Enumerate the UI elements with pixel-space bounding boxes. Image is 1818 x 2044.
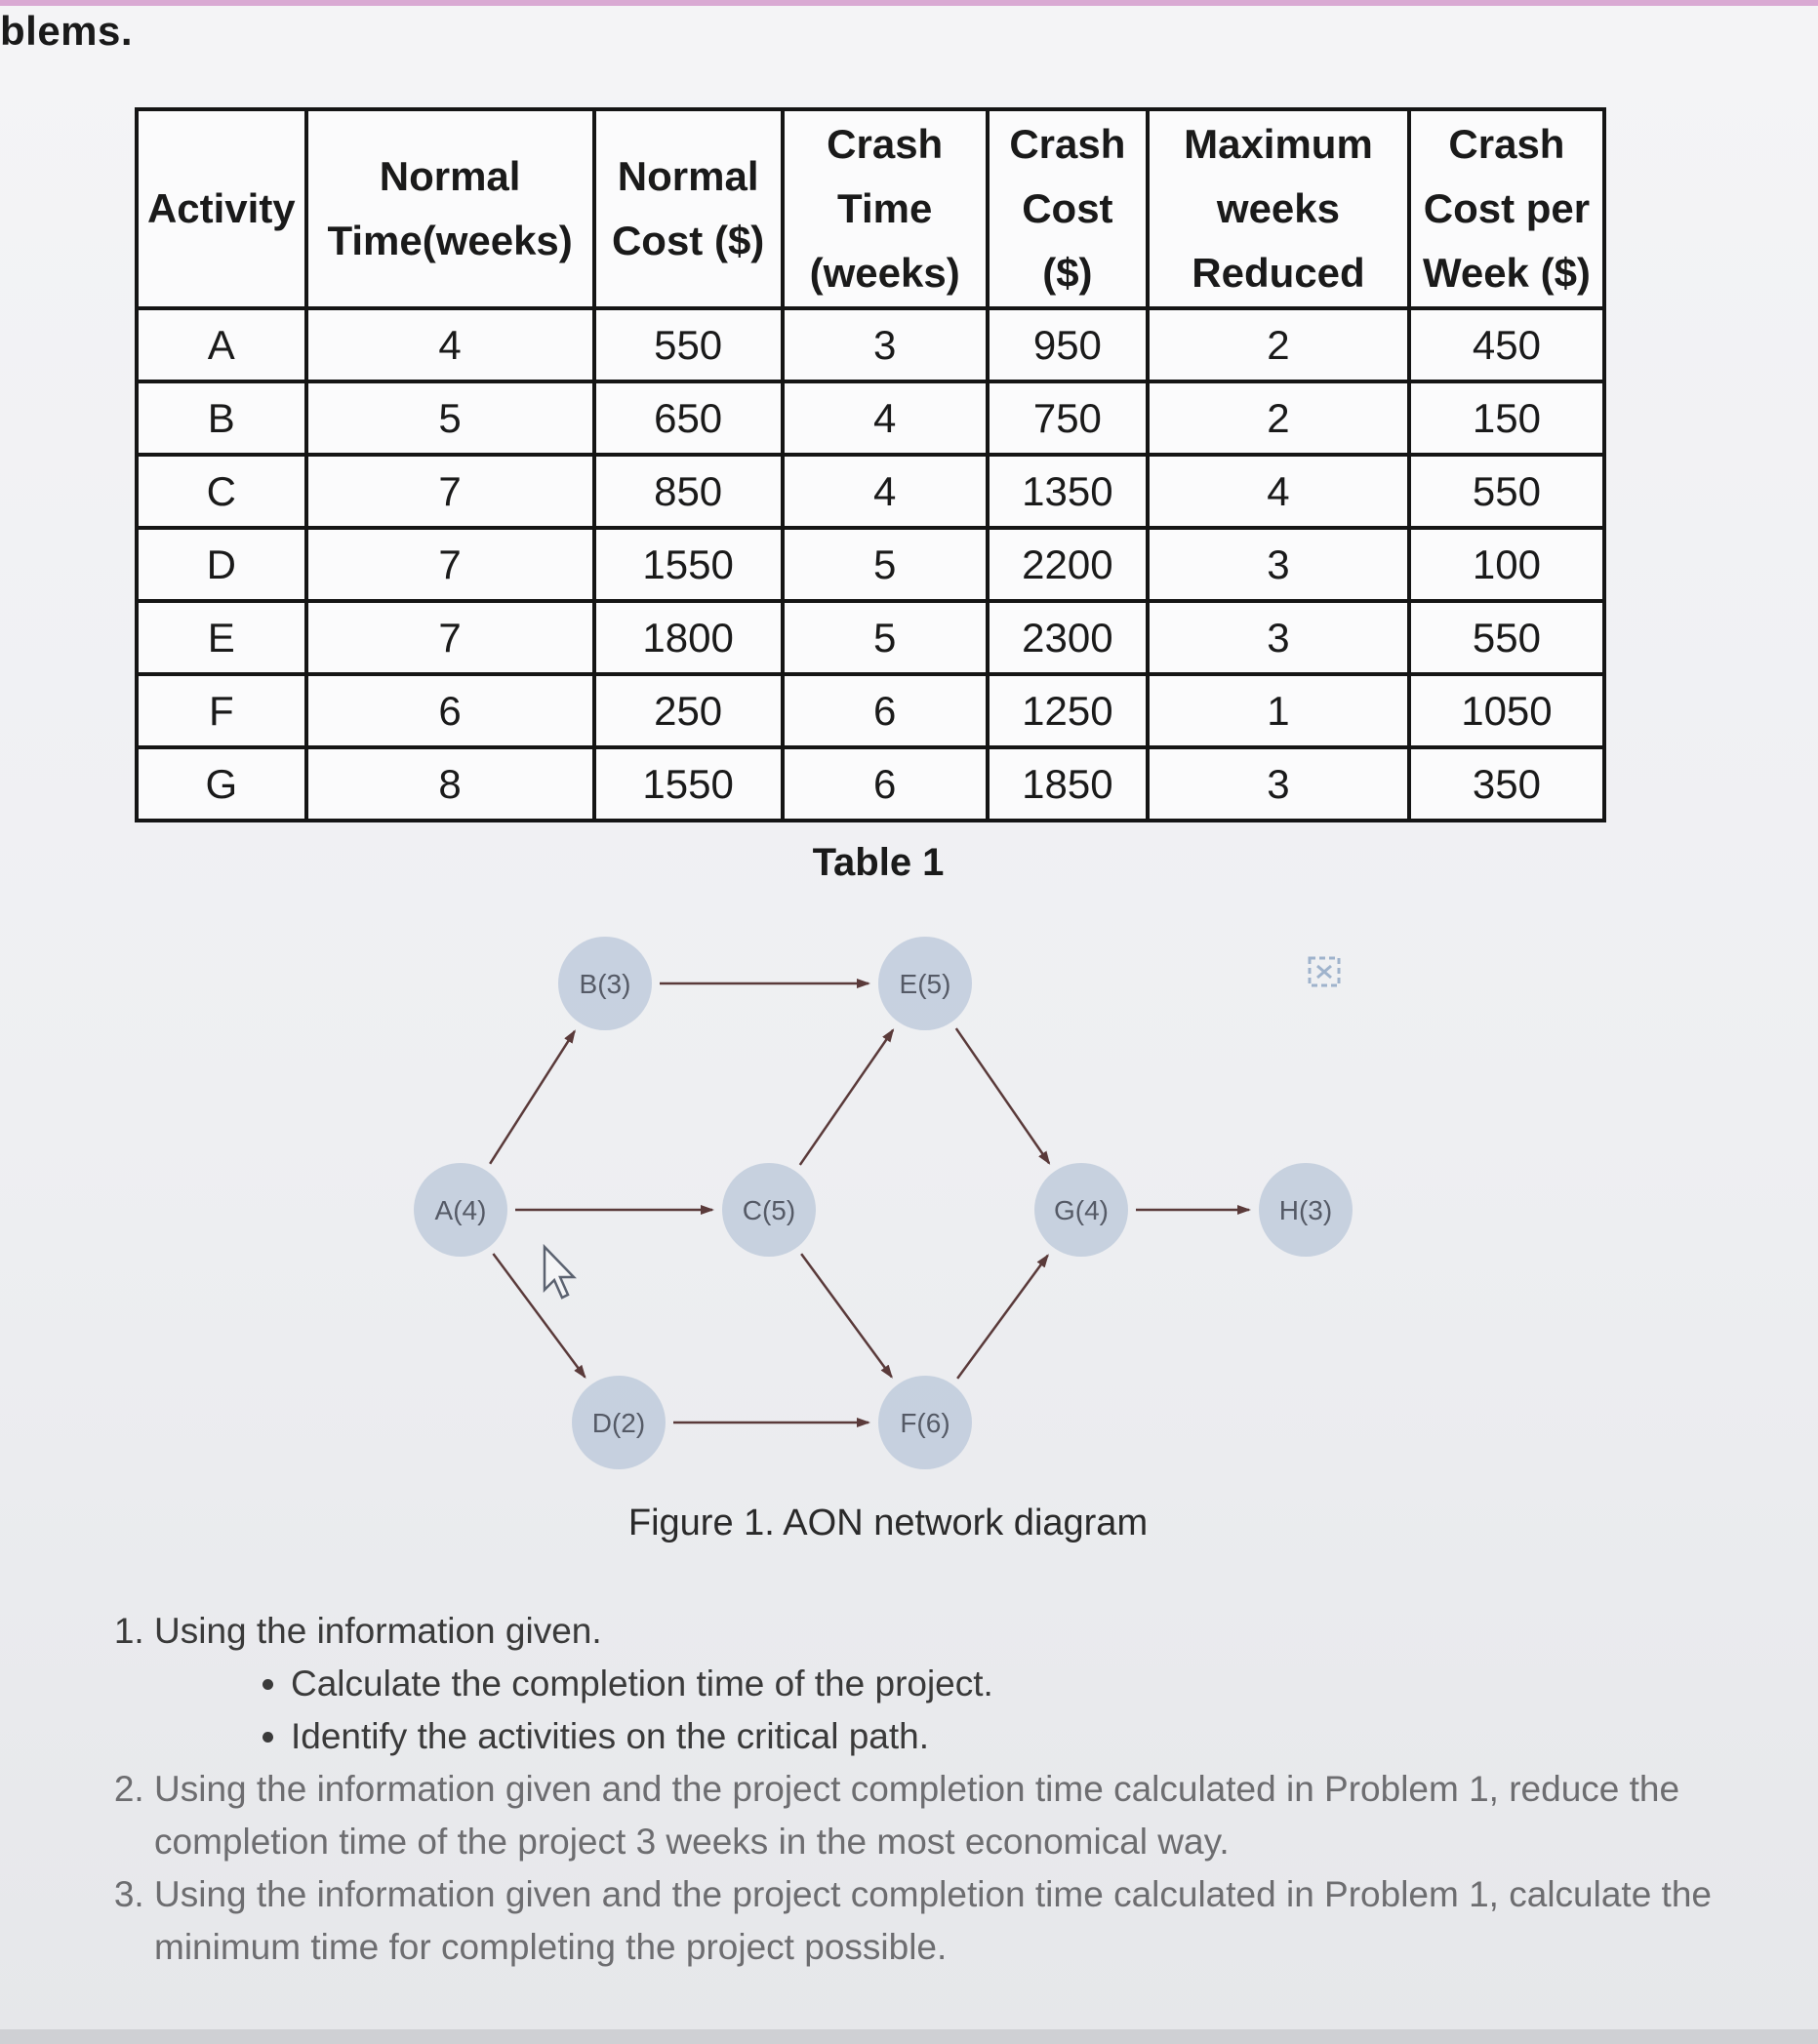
- table-cell: 550: [1409, 601, 1604, 674]
- table-row: [137, 674, 1604, 747]
- table-header-cell: [783, 109, 988, 308]
- edge-c-f: [801, 1254, 892, 1377]
- table-cell: 3: [1148, 747, 1409, 821]
- node-label: H(3): [1278, 1195, 1333, 1225]
- node-c: [722, 1163, 816, 1257]
- bottom-bezel-strip: [0, 2029, 1818, 2044]
- problem-1-bullet: • Calculate the completion time of the project.: [291, 1658, 1757, 1710]
- table-cell: 2300: [988, 601, 1148, 674]
- table-row: [137, 528, 1604, 601]
- mouse-cursor-icon: [545, 1247, 574, 1298]
- table-cell: 950: [988, 308, 1148, 381]
- node-e: [878, 937, 972, 1030]
- table-cell: 1250: [988, 674, 1148, 747]
- activity-cell: F: [137, 674, 306, 747]
- table-cell: 7: [306, 528, 594, 601]
- table-cell: 3: [783, 308, 988, 381]
- diagram-edges: [490, 983, 1249, 1423]
- table-row: [137, 381, 1604, 455]
- table-cell: 1350: [988, 455, 1148, 528]
- node-f: [878, 1376, 972, 1469]
- table-cell: 3: [1148, 528, 1409, 601]
- table-cell: 100: [1409, 528, 1604, 601]
- node-label: F(6): [900, 1408, 950, 1438]
- table-cell: 6: [306, 674, 594, 747]
- table-header-row: [137, 109, 1604, 308]
- table-cell: 5: [306, 381, 594, 455]
- table-row: [137, 308, 1604, 381]
- table-cell: 550: [594, 308, 783, 381]
- node-label: C(5): [742, 1195, 796, 1225]
- table-cell: 4: [1148, 455, 1409, 528]
- table-header-cell: [988, 109, 1148, 308]
- problem-1: [154, 1605, 1757, 1763]
- node-label: G(4): [1054, 1195, 1109, 1225]
- table-cell: 7: [306, 601, 594, 674]
- header-line: Cost per: [1423, 185, 1591, 231]
- table-row: [137, 455, 1604, 528]
- node-label: D(2): [591, 1408, 646, 1438]
- table-cell: 8: [306, 747, 594, 821]
- section-heading-fragment: blems.: [0, 8, 134, 54]
- table-cell: 2200: [988, 528, 1148, 601]
- activity-cell: G: [137, 747, 306, 821]
- activity-crash-table: [135, 107, 1606, 822]
- activity-cell: D: [137, 528, 306, 601]
- table-cell: 1850: [988, 747, 1148, 821]
- diagram-nodes: [414, 937, 1353, 1469]
- top-color-strip: [0, 0, 1818, 6]
- activity-cell: E: [137, 601, 306, 674]
- header-line: Normal: [617, 153, 759, 199]
- table-header-cell: [137, 109, 306, 308]
- table-cell: 150: [1409, 381, 1604, 455]
- table-cell: 1550: [594, 747, 783, 821]
- table-cell: 1050: [1409, 674, 1604, 747]
- table-cell: 1800: [594, 601, 783, 674]
- table-cell: 650: [594, 381, 783, 455]
- node-g: [1034, 1163, 1128, 1257]
- header-line: (weeks): [809, 250, 960, 296]
- activity-cell: C: [137, 455, 306, 528]
- edge-a-b: [490, 1031, 575, 1164]
- table-header-cell: [594, 109, 783, 308]
- problem-1-text: Using the information given.: [154, 1611, 602, 1651]
- node-label: B(3): [579, 969, 631, 999]
- table-cell: 2: [1148, 381, 1409, 455]
- header-line: Crash: [1448, 121, 1565, 167]
- node-h: [1259, 1163, 1353, 1257]
- table-header-cell: [306, 109, 594, 308]
- problem-3: 3. Using the information given and the project completion time calculated in Problem 1, calculate the minimum time for completing the project possible.: [154, 1868, 1757, 1974]
- node-d: [572, 1376, 666, 1469]
- table-cell: 850: [594, 455, 783, 528]
- node-label: A(4): [434, 1195, 487, 1225]
- table-cell: 450: [1409, 308, 1604, 381]
- header-line: Maximum: [1184, 121, 1373, 167]
- edge-a-d: [493, 1254, 585, 1377]
- table-cell: 350: [1409, 747, 1604, 821]
- table-cell: 7: [306, 455, 594, 528]
- table-cell: 250: [594, 674, 783, 747]
- header-line: Crash: [827, 121, 944, 167]
- table-cell: 4: [306, 308, 594, 381]
- table-cell: 1550: [594, 528, 783, 601]
- header-line: Cost ($): [611, 218, 765, 263]
- header-line: Time: [837, 185, 933, 231]
- node-b: [558, 937, 652, 1030]
- problem-1-bullet: • Identify the activities on the critical path.: [291, 1710, 1757, 1763]
- table-cell: 5: [783, 601, 988, 674]
- expand-icon[interactable]: [1310, 958, 1339, 985]
- table-cell: 3: [1148, 601, 1409, 674]
- table-cell: 5: [783, 528, 988, 601]
- node-label: E(5): [899, 969, 951, 999]
- node-a: [414, 1163, 507, 1257]
- table-cell: 6: [783, 747, 988, 821]
- table-caption: Table 1: [812, 841, 945, 884]
- table-cell: 2: [1148, 308, 1409, 381]
- aon-network-diagram: [371, 927, 1366, 1493]
- table-header-cell: [1409, 109, 1604, 308]
- table-body: [137, 308, 1604, 821]
- problem-list: [98, 1605, 1757, 1974]
- header-line: weeks: [1216, 185, 1341, 231]
- header-line: Week ($): [1422, 250, 1591, 296]
- header-line: Activity: [146, 185, 296, 231]
- problem-2: 2. Using the information given and the project completion time calculated in Problem 1, reduce the completion time of the project 3 weeks in the most economical way.: [154, 1763, 1757, 1868]
- header-line: Time(weeks): [327, 218, 573, 263]
- header-line: Normal: [379, 153, 521, 199]
- table-cell: 1: [1148, 674, 1409, 747]
- activity-cell: A: [137, 308, 306, 381]
- edge-f-g: [957, 1256, 1048, 1379]
- edge-c-e: [800, 1030, 893, 1165]
- table-cell: 550: [1409, 455, 1604, 528]
- table-header-cell: [1148, 109, 1409, 308]
- activity-cell: B: [137, 381, 306, 455]
- table-cell: 750: [988, 381, 1148, 455]
- edge-e-g: [956, 1028, 1049, 1163]
- table-row: [137, 601, 1604, 674]
- header-line: Crash: [1009, 121, 1126, 167]
- header-line: Cost ($): [1022, 185, 1113, 296]
- table-row: [137, 747, 1604, 821]
- table-cell: 4: [783, 455, 988, 528]
- table-cell: 6: [783, 674, 988, 747]
- table-cell: 4: [783, 381, 988, 455]
- header-line: Reduced: [1192, 250, 1365, 296]
- figure-caption: Figure 1. AON network diagram: [627, 1503, 1149, 1543]
